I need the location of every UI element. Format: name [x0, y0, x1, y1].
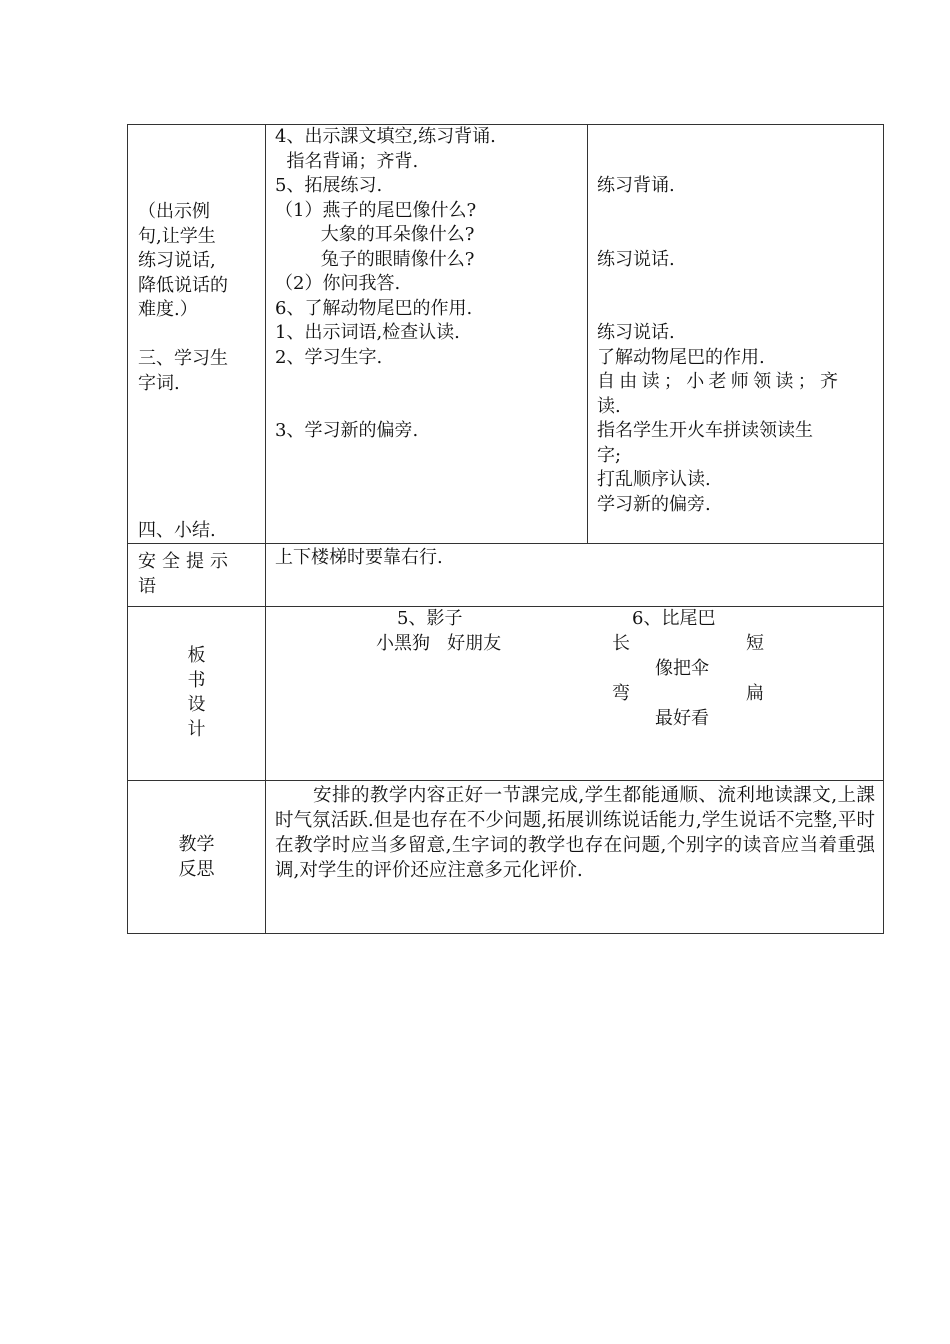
left-line — [138, 445, 265, 470]
left-line: （出示例 — [138, 201, 210, 222]
right-line — [597, 150, 875, 175]
left-line: 句,让学生 — [138, 225, 216, 247]
word-short: 短 — [746, 633, 764, 654]
right-line: 了解动物尾巴的作用. — [597, 346, 765, 368]
left-line: 四、小结. — [138, 519, 216, 541]
left-line: 三、学习生 — [138, 348, 228, 369]
safety-text: 上下楼梯时要靠右行. — [275, 547, 443, 568]
left-line: 难度.） — [138, 299, 198, 320]
reflection-text: 安排的教学内容正好一节課完成,学生都能通顺、流利地读課文,上課时气氛活跃.但是也存在不少问题,拓展训练说话能力,学生说话不完整,平时在教学时应当多留意,生字词的教学也存在问题,个别字的读音应当着重强调,对学生的评价还应注意多元化评价. — [275, 785, 875, 881]
board-design-row — [128, 607, 884, 781]
safety-label: 安全提示语 — [138, 551, 234, 597]
reflection-text-cell — [266, 781, 884, 934]
right-line — [597, 125, 875, 150]
left-line — [138, 494, 265, 519]
safety-label-cell — [128, 544, 266, 607]
right-line: 自由读；小老师领读；齐 — [597, 371, 843, 392]
middle-line: 6、了解动物尾巴的作用. — [275, 297, 473, 319]
middle-line: （2）你问我答. — [275, 273, 401, 294]
word-umbrella: 像把伞 — [655, 658, 709, 679]
middle-line — [275, 370, 587, 395]
board-label-char: 板 — [187, 645, 206, 666]
word-prettiest: 最好看 — [655, 708, 709, 729]
word-curved: 弯 — [612, 683, 630, 704]
board-label-cell — [128, 607, 266, 781]
right-line: 打乱顺序认读. — [597, 469, 711, 490]
board-label-char: 设 — [187, 694, 206, 715]
left-line — [138, 470, 265, 495]
board-label-char: 计 — [187, 718, 206, 740]
board-label-char: 书 — [187, 669, 206, 691]
right-line: 读. — [597, 395, 621, 417]
reflection-label-line: 反思 — [178, 858, 215, 880]
middle-line: 大象的耳朵像什么? — [275, 224, 475, 245]
steps-left-cell — [128, 125, 266, 544]
left-line — [138, 421, 265, 446]
middle-line: 2、学习生字. — [275, 346, 383, 368]
middle-line: 指名背诵；齐背. — [275, 150, 419, 172]
left-line: 字词. — [138, 372, 180, 394]
lesson5-words: 小黑狗 好朋友 — [376, 633, 502, 654]
right-line: 练习背诵. — [597, 175, 675, 196]
middle-line: 1、出示词语,检查认读. — [275, 322, 460, 343]
left-line: 练习说话, — [138, 250, 216, 271]
right-line: 练习说话. — [597, 248, 675, 270]
middle-line: 5、拓展练习. — [275, 175, 383, 196]
middle-line — [275, 395, 587, 420]
right-line — [597, 223, 875, 248]
left-line — [138, 396, 265, 421]
middle-line: 3、学习新的偏旁. — [275, 420, 419, 441]
right-line: 指名学生开火车拼读领读生 — [597, 420, 813, 441]
right-line — [597, 297, 875, 322]
right-line: 练习说话. — [597, 322, 675, 343]
left-line: 降低说话的 — [138, 274, 228, 296]
word-flat: 扁 — [746, 683, 764, 704]
right-line: 字; — [597, 444, 622, 466]
right-line: 学习新的偏旁. — [597, 493, 711, 515]
board-content-cell — [266, 607, 884, 781]
lesson-plan-table — [127, 124, 884, 934]
middle-line: 4、出示課文填空,练习背诵. — [275, 126, 496, 147]
reflection-label-cell — [128, 781, 266, 934]
right-line — [597, 272, 875, 297]
safety-row — [128, 544, 884, 607]
steps-right-cell — [588, 125, 884, 544]
word-long: 长 — [612, 633, 630, 654]
left-line — [138, 323, 265, 348]
reflection-label-line: 教学 — [178, 834, 215, 855]
middle-line: 兔子的眼睛像什么? — [275, 248, 475, 270]
right-line — [597, 199, 875, 224]
safety-text-cell — [266, 544, 884, 607]
lesson6-title: 6、比尾巴 — [632, 608, 716, 629]
middle-line: （1）燕子的尾巴像什么? — [275, 199, 477, 221]
steps-middle-cell — [266, 125, 588, 544]
teaching-steps-row — [128, 125, 884, 544]
lesson5-title: 5、影子 — [397, 608, 463, 629]
reflection-row — [128, 781, 884, 934]
